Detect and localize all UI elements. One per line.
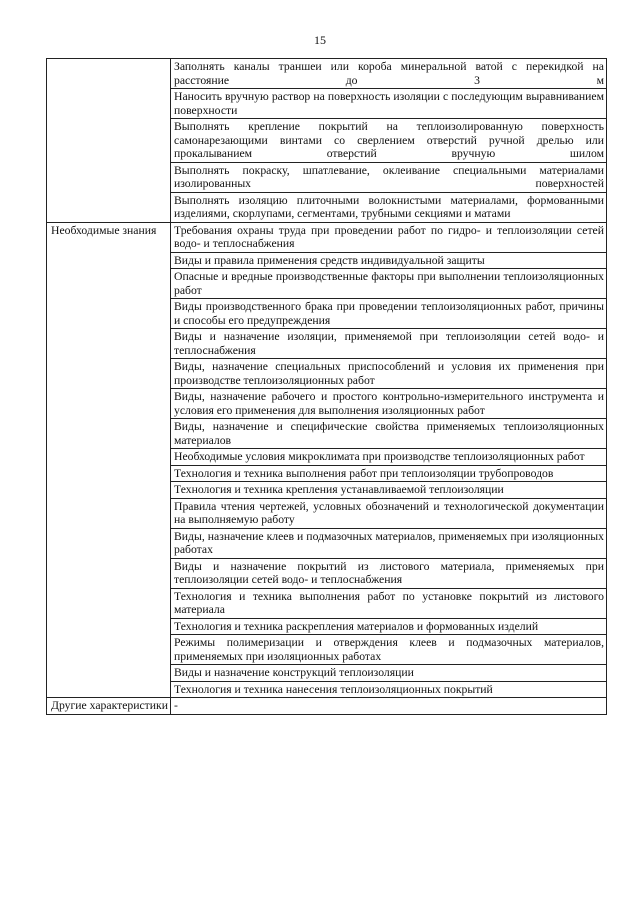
list-item: Выполнять покраску, шпатлевание, оклеивание специальными материалами изолированных поверхностей [171,163,606,193]
list-item: Технология и техника нанесения теплоизоляционных покрытий [174,682,493,696]
list-item: Виды и назначение конструкций теплоизоляции [171,665,606,682]
row-label-continued [47,59,171,223]
other-characteristics-value [171,698,607,715]
competency-table [46,58,607,715]
knowledge-list [171,222,607,698]
list-item: Виды, назначение и специфические свойства применяемых теплоизоляционных материалов [171,419,606,449]
table-row [47,698,607,715]
table-row [47,222,607,698]
list-item: Виды и назначение изоляции, применяемой при теплоизоляции сетей водо- и теплоснабжения [171,329,606,359]
list-item: Выполнять изоляцию плиточными волокнистыми материалами, формованными изделиями, скорлупами, сегментами, трубными секциями и матами [174,193,604,220]
list-item: Технология и техника выполнения работ по установке покрытий из листового материала [171,589,606,619]
other-value-text: - [174,699,178,712]
list-item: Требования охраны труда при проведении работ по гидро- и теплоизоляции сетей водо- и теплоснабжения [171,223,606,253]
list-item: Виды, назначение специальных приспособлений и условия их применения при производстве теплоизоляционных работ [171,359,606,389]
list-item: Технология и техника раскрепления материалов и формованных изделий [171,619,606,636]
table-row [47,59,607,223]
list-item: Виды, назначение рабочего и простого контрольно-измерительного инструмента и условия его применения для выполнения изоляционных работ [171,389,606,419]
list-item: Виды производственного брака при проведении теплоизоляционных работ, причины и способы его предупреждения [171,299,606,329]
list-item: Технология и техника крепления устанавливаемой теплоизоляции [171,482,606,499]
page-number: 15 [314,33,326,47]
list-item: Правила чтения чертежей, условных обозначений и технологической документации на выполняемую работу [171,499,606,529]
list-item: Опасные и вредные производственные факторы при выполнении теплоизоляционных работ [171,269,606,299]
list-item: Режимы полимеризации и отверждения клеев и подмазочных материалов, применяемых при изоляционных работах [171,635,606,665]
list-item: Виды, назначение клеев и подмазочных материалов, применяемых при изоляционных работах [171,529,606,559]
list-item: Технология и техника выполнения работ при теплоизоляции трубопроводов [171,466,606,483]
row-label-knowledge: Необходимые знания [47,222,171,698]
list-item: Заполнять каналы траншеи или короба минеральной ватой с перекидкой на расстояние до 3 м [171,59,606,89]
row-label-other: Другие характеристики [47,698,171,715]
list-item: Виды и правила применения средств индивидуальной защиты [171,253,606,270]
skills-list [171,59,607,223]
list-item: Наносить вручную раствор на поверхность изоляции с последующим выравниванием поверхности [171,89,606,119]
list-item: Необходимые условия микроклимата при производстве теплоизоляционных работ [171,449,606,466]
list-item: Выполнять крепление покрытий на теплоизолированную поверхность самонарезающими винтами со сверлением отверстий ручной дрелью или прокалыванием отверстий вручную шилом [171,119,606,163]
list-item: Виды и назначение покрытий из листового материала, применяемых при теплоизоляции сетей водо- и теплоснабжения [171,559,606,589]
